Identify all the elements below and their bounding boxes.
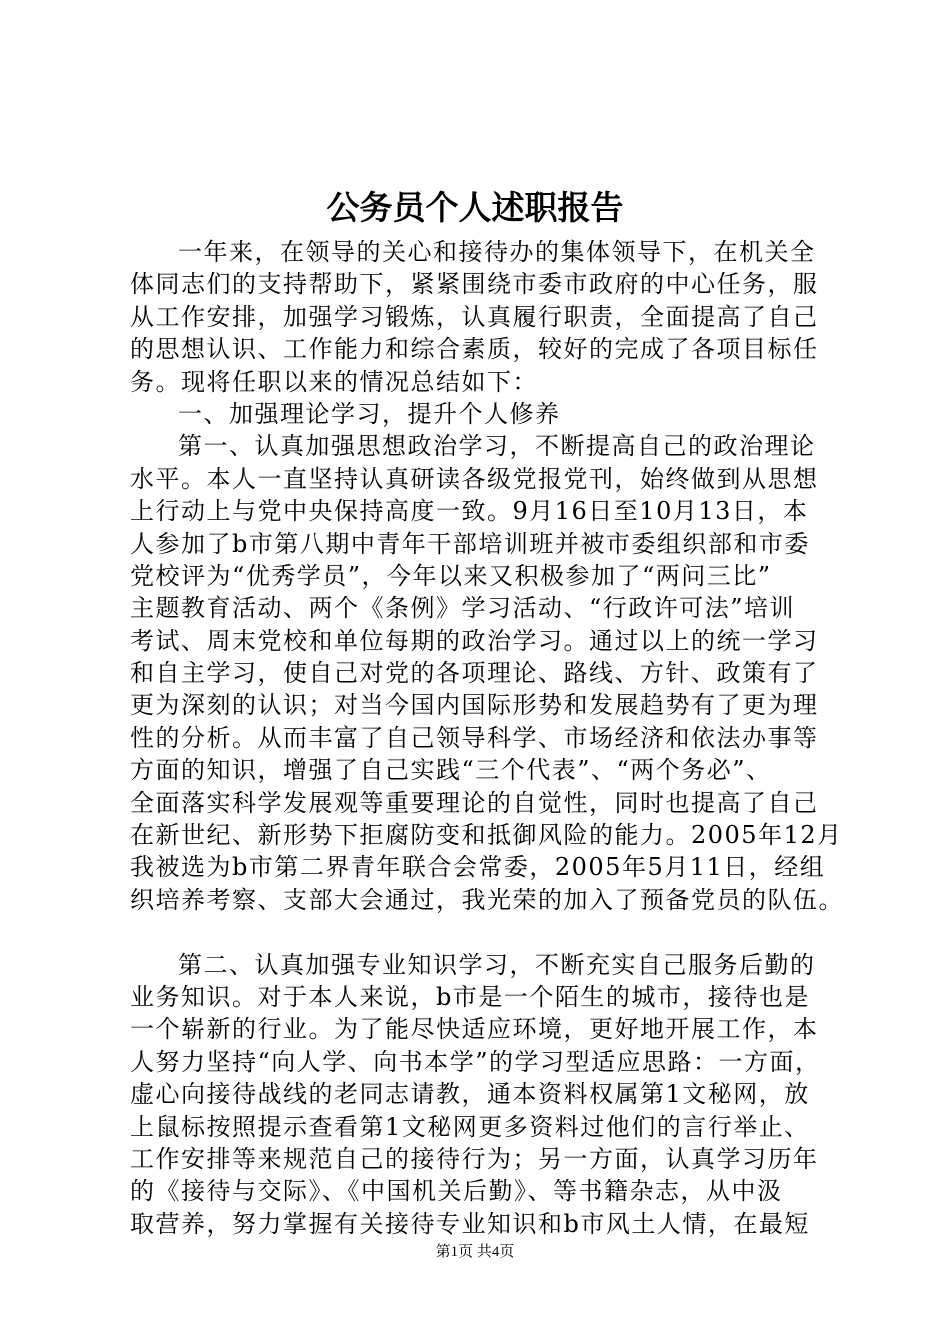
paragraph-line: 一个崭新的行业。为了能尽快适应环境，更好地开展工作，本 — [130, 1015, 819, 1044]
paragraph-line: 考试、周末党校和单位每期的政治学习。通过以上的统一学习 — [130, 626, 819, 655]
paragraph-line: 的思想认识、工作能力和综合素质，较好的完成了各项目标任 — [130, 335, 819, 364]
body-text — [130, 236, 850, 1240]
paragraph-line: 人参加了b市第八期中青年干部培训班并被市委组织部和市委 — [130, 529, 810, 558]
section-heading: 一、加强理论学习，提升个人修养 — [178, 399, 561, 428]
paragraph-line: 第二、认真加强专业知识学习，不断充实自己服务后勤的 — [178, 950, 816, 979]
paragraph-line: 上行动上与党中央保持高度一致。9月16日至10月13日，本 — [130, 497, 809, 526]
paragraph-line: 主题教育活动、两个《条例》学习活动、“行政许可法”培训 — [130, 594, 796, 623]
paragraph-line: 党校评为“优秀学员”，今年以来又积极参加了“两问三比” — [130, 561, 772, 590]
paragraph-line: 方面的知识，增强了自己实践“三个代表”、“两个务必”、 — [130, 756, 772, 785]
paragraph-line: 的《接待与交际》、《中国机关后勤》、等书籍杂志，从中汲 — [130, 1177, 783, 1206]
paragraph-line: 一年来，在领导的关心和接待办的集体领导下，在机关全 — [178, 238, 816, 266]
paragraph-line: 业务知识。对于本人来说，b市是一个陌生的城市，接待也是 — [130, 982, 810, 1011]
paragraph-line: 虚心向接待战线的老同志请教，通本资料权属第1文秘网，放 — [130, 1080, 810, 1109]
paragraph-line: 上鼠标按照提示查看第1文秘网更多资料过他们的言行举止、 — [130, 1112, 810, 1141]
paragraph-line: 务。现将任职以来的情况总结如下： — [130, 367, 538, 396]
paragraph-line: 和自主学习，使自己对党的各项理论、路线、方针、政策有了 — [130, 659, 819, 688]
page-number-footer: 第1页 共4页 — [435, 1244, 515, 1260]
paragraph-line: 第一、认真加强思想政治学习，不断提高自己的政治理论 — [178, 432, 816, 461]
paragraph-line: 水平。本人一直坚持认真研读各级党报党刊，始终做到从思想 — [130, 464, 819, 493]
paragraph-line: 我被选为b市第二界青年联合会常委，2005年5月11日，经组 — [130, 853, 826, 882]
paragraph-line: 性的分析。从而丰富了自己领导科学、市场经济和依法办事等 — [130, 723, 819, 752]
paragraph-line: 全面落实科学发展观等重要理论的自觉性，同时也提高了自己 — [130, 788, 819, 817]
paragraph-line: 人努力坚持“向人学、向书本学”的学习型适应思路：一方面， — [130, 1047, 821, 1076]
blank-line — [130, 916, 850, 948]
paragraph-line: 在新世纪、新形势下拒腐防变和抵御风险的能力。2005年12月 — [130, 821, 843, 850]
paragraph-line: 从工作安排，加强学习锻炼，认真履行职责，全面提高了自己 — [130, 302, 819, 331]
paragraph-line: 取营养，努力掌握有关接待专业知识和b市风土人情，在最短 — [130, 1209, 810, 1238]
paragraph-line: 更为深刻的认识；对当今国内国际形势和发展趋势有了更为理 — [130, 691, 819, 720]
paragraph-line: 体同志们的支持帮助下，紧紧围绕市委市政府的中心任务，服 — [130, 270, 819, 299]
page-title: 公务员个人述职报告 — [326, 188, 624, 227]
paragraph-line: 工作安排等来规范自己的接待行为；另一方面，认真学习历年 — [130, 1144, 819, 1173]
paragraph-line: 织培养考察、支部大会通过，我光荣的加入了预备党员的队伍。 — [130, 885, 844, 914]
